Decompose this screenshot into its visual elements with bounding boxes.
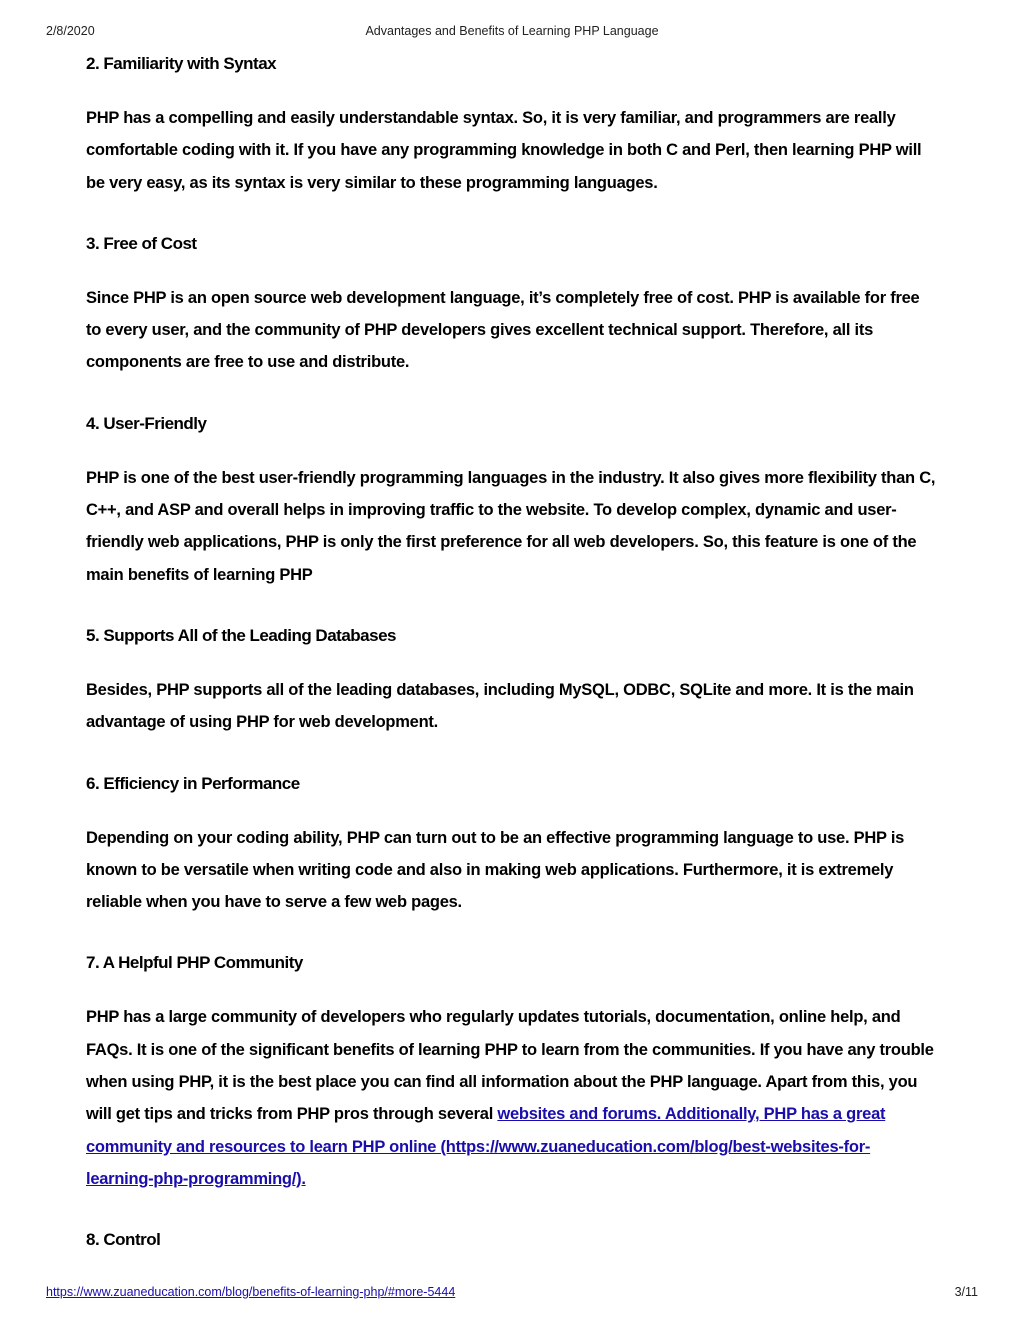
community-body-text: PHP has a large community of developers who regularly updates tutorials, documentation, online help, and FAQs. It is one of the significant benefits of learning PHP to learn from the communities. If you have any trouble when using PHP, it is the best place you can find all information about the PHP language. Apart from this, you will get tips and tricks from PHP pros through several — [86, 1008, 934, 1124]
section-body-community — [86, 1001, 936, 1195]
section-heading-control: 8. Control — [86, 1230, 161, 1250]
section-heading-community: 7. A Helpful PHP Community — [86, 953, 303, 973]
section-heading-free-of-cost: 3. Free of Cost — [86, 233, 197, 253]
print-date: 2/8/2020 — [46, 24, 95, 38]
print-page-title: Advantages and Benefits of Learning PHP Language — [365, 24, 659, 38]
section-body-efficiency: Depending on your coding ability, PHP can turn out to be an effective programming language to use. PHP is known to be versatile when writing code and also in making web applications. Furthermore, it is extremely reliable when you have to serve a few web pages. — [86, 828, 905, 912]
section-body-databases: Besides, PHP supports all of the leading databases, including MySQL, ODBC, SQLite and more. It is the main advantage of using PHP for web development. — [86, 680, 914, 732]
section-heading-familiarity: 2. Familiarity with Syntax — [86, 54, 277, 73]
section-body-free-of-cost: Since PHP is an open source web development language, it’s completely free of cost. PHP is available for free to every user, and the community of PHP developers gives excellent technical support. Therefore, all its components are free to use and distribute. — [86, 288, 920, 372]
section-body-familiarity: PHP has a compelling and easily understandable syntax. So, it is very familiar, and programmers are really comfortable coding with it. If you have any programming knowledge in both C and Perl, then learning PHP will be very easy, as its syntax is very similar to these programming languages. — [86, 109, 922, 192]
source-url-link[interactable]: https://www.zuaneducation.com/blog/benefits-of-learning-php/#more-5444 — [46, 1285, 456, 1299]
section-heading-efficiency: 6. Efficiency in Performance — [86, 773, 300, 793]
article-content — [86, 52, 936, 1252]
section-heading-user-friendly: 4. User-Friendly — [86, 413, 207, 433]
section-heading-databases: 5. Supports All of the Leading Databases — [86, 625, 396, 645]
section-body-user-friendly: PHP is one of the best user-friendly programming languages in the industry. It also gives more flexibility than C, C++, and ASP and overall helps in improving traffic to the website. To develop complex, dynamic and user-friendly web applications, PHP is only the first preference for all web developers. So, this feature is one of the main benefits of learning PHP — [86, 468, 936, 584]
page-number: 3/11 — [954, 1285, 978, 1299]
learning-resources-link[interactable]: websites and forums. Additionally, PHP has a great community and resources to learn PHP online (https://www.zuaneducation.com/blog/best-websites-for-learning-php-programming/). — [86, 1105, 886, 1188]
